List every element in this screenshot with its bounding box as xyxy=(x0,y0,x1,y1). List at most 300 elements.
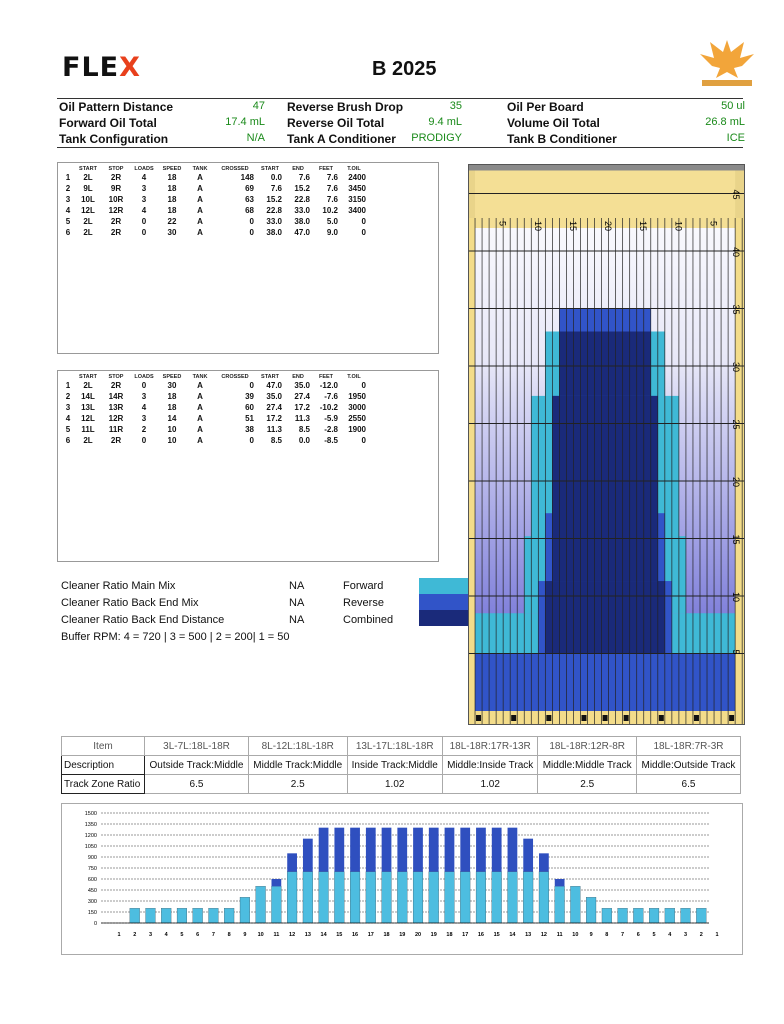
table-cell: 22.8 xyxy=(294,195,310,204)
y-tick-label: 0 xyxy=(93,921,97,927)
table-cell: 27.4 xyxy=(294,392,310,401)
table-cell: 22 xyxy=(167,217,177,226)
table-cell: -8.5 xyxy=(324,436,338,445)
table-cell: 3 xyxy=(141,195,147,204)
board-label: 5 xyxy=(708,221,719,227)
header-rule xyxy=(57,98,743,99)
table-row xyxy=(62,424,368,435)
table-row xyxy=(62,227,368,238)
param-value: 9.4 mL xyxy=(428,116,462,128)
x-tick-label: 3 xyxy=(683,932,688,938)
reverse-bar xyxy=(319,828,329,872)
distance-label: 35 xyxy=(731,304,741,315)
table-cell: 7.6 xyxy=(326,195,338,204)
reverse-bar xyxy=(350,828,360,872)
y-tick-label: 600 xyxy=(87,877,97,883)
table-cell: 63 xyxy=(245,195,254,204)
cleaner-label: Cleaner Ratio Main Mix xyxy=(61,580,176,592)
table-cell: 10 xyxy=(167,436,177,445)
param-value: ICE xyxy=(726,132,745,144)
reverse-bar xyxy=(413,828,423,872)
cleaner-label: Cleaner Ratio Back End Distance xyxy=(61,614,225,626)
table-cell: 12L xyxy=(81,414,95,423)
zone-row xyxy=(62,775,741,794)
table-cell: 47.0 xyxy=(294,228,310,237)
table-cell: 3000 xyxy=(348,403,366,412)
column-header: LOADS xyxy=(134,166,154,172)
reverse-bar xyxy=(539,853,549,871)
x-tick-label: 13 xyxy=(304,932,311,938)
column-header: STOP xyxy=(108,166,124,172)
table-cell: 4 xyxy=(141,173,147,182)
table-cell: 38.0 xyxy=(294,217,310,226)
table-cell: 10L xyxy=(81,195,95,204)
table-cell: 17.2 xyxy=(294,403,310,412)
table-cell: 3 xyxy=(141,184,147,193)
column-header: END xyxy=(292,166,304,172)
x-tick-label: 16 xyxy=(351,932,359,938)
zone-item-label: Item xyxy=(62,737,145,756)
zone-cell: 1.02 xyxy=(442,775,537,794)
table-cell: 6 xyxy=(65,436,71,445)
table-cell: 2R xyxy=(110,381,122,390)
zone-cell: 6.5 xyxy=(145,775,249,794)
table-cell: 1 xyxy=(65,381,71,390)
table-cell: 0 xyxy=(141,436,147,445)
forward-bar xyxy=(460,872,470,923)
x-tick-label: 19 xyxy=(430,932,437,938)
y-tick-label: 1500 xyxy=(84,811,97,817)
table-cell: 2L xyxy=(83,381,93,390)
param-value: 26.8 mL xyxy=(705,116,745,128)
table-cell: 14 xyxy=(167,414,177,423)
table-cell: A xyxy=(197,206,203,215)
table-cell: 5 xyxy=(65,425,71,434)
table-cell: 30 xyxy=(167,228,177,237)
x-tick-label: 17 xyxy=(367,932,374,938)
forward-bar xyxy=(193,908,203,923)
table-cell: 2R xyxy=(110,173,122,182)
param-value: 35 xyxy=(449,100,462,112)
table-cell: 2L xyxy=(83,217,93,226)
forward-bar xyxy=(319,872,329,923)
table-cell: 18 xyxy=(167,206,177,215)
pattern-title: B 2025 xyxy=(372,58,437,80)
forward-bar xyxy=(492,872,502,923)
target-arrow-icon xyxy=(546,715,551,721)
buffer-rpm: Buffer RPM: 4 = 720 | 3 = 500 | 2 = 200| 1 = 50 xyxy=(61,631,290,643)
x-tick-label: 6 xyxy=(636,932,640,938)
zone-header-row xyxy=(62,737,741,756)
forward-bar xyxy=(240,897,250,923)
param-label: Reverse Oil Total xyxy=(287,116,385,130)
column-header: SPEED xyxy=(162,166,182,172)
table-cell: 2550 xyxy=(348,414,366,423)
oil-volume-chart xyxy=(61,803,741,953)
forward-bar xyxy=(256,886,266,923)
table-cell: 7.6 xyxy=(270,184,282,193)
legend-swatch xyxy=(419,578,469,594)
forward-bar xyxy=(523,872,533,923)
x-tick-label: 2 xyxy=(699,932,703,938)
zone-column-header: 13L-17L:18L-18R xyxy=(347,737,442,756)
param-label: Reverse Brush Drop xyxy=(287,100,404,114)
x-tick-label: 14 xyxy=(320,932,327,938)
forward-bar xyxy=(602,908,612,923)
reverse-bar xyxy=(366,828,376,872)
y-tick-label: 450 xyxy=(87,888,97,894)
reverse-bar xyxy=(271,879,281,886)
table-cell: 30 xyxy=(167,381,177,390)
column-header: CROSSED xyxy=(221,374,249,380)
forward-bar xyxy=(696,908,706,923)
target-arrow-icon xyxy=(694,715,699,721)
table-row xyxy=(62,391,368,402)
distance-label: 15 xyxy=(731,534,741,545)
column-header: T.OIL xyxy=(347,166,361,172)
flex-logo: FLEX xyxy=(62,52,141,83)
table-row xyxy=(62,413,368,424)
table-cell: 3 xyxy=(141,414,147,423)
distance-label: 30 xyxy=(731,362,741,373)
legend-label: Reverse xyxy=(343,597,384,609)
column-header: STOP xyxy=(108,374,124,380)
table-cell: 3 xyxy=(65,403,71,412)
board-label: 15 xyxy=(567,221,578,232)
target-arrow-icon xyxy=(476,715,481,721)
x-tick-label: 10 xyxy=(257,932,264,938)
table-cell: 4 xyxy=(65,206,71,215)
table-cell: 68 xyxy=(245,206,254,215)
table-cell: 9L xyxy=(83,184,93,193)
forward-bar xyxy=(413,872,423,923)
zone-cell: Middle Track:Middle xyxy=(249,756,348,775)
x-tick-label: 1 xyxy=(715,932,719,938)
board-label: 10 xyxy=(532,221,543,232)
table-cell: A xyxy=(197,228,203,237)
forward-bar xyxy=(555,886,565,923)
zone-column-header: 8L-12L:18L-18R xyxy=(249,737,348,756)
reverse-bar xyxy=(555,879,565,886)
lane-head-dry xyxy=(468,171,745,232)
table-cell: 1 xyxy=(65,173,71,182)
column-header: FEET xyxy=(318,374,334,380)
forward-bar xyxy=(618,908,628,923)
param-value: 17.4 mL xyxy=(225,116,265,128)
y-tick-label: 750 xyxy=(87,866,97,872)
reverse-bar xyxy=(492,828,502,872)
table-cell: 0 xyxy=(141,217,147,226)
table-cell: 60 xyxy=(245,403,254,412)
table-cell: 15.2 xyxy=(294,184,310,193)
table-cell: -10.2 xyxy=(319,403,338,412)
x-tick-label: 7 xyxy=(621,932,625,938)
forward-bar xyxy=(649,908,659,923)
table-cell: 3150 xyxy=(348,195,366,204)
reverse-bar xyxy=(523,839,533,872)
x-tick-label: 8 xyxy=(605,932,609,938)
table-cell: 2R xyxy=(110,217,122,226)
reverse-bar xyxy=(382,828,392,872)
table-cell: A xyxy=(197,403,203,412)
x-tick-label: 2 xyxy=(133,932,137,938)
target-arrow-icon xyxy=(511,715,516,721)
table-row xyxy=(62,172,368,183)
table-cell: -5.9 xyxy=(324,414,338,423)
y-tick-label: 1200 xyxy=(84,833,97,839)
x-tick-label: 9 xyxy=(243,932,247,938)
zone-column-header: 3L-7L:18L-18R xyxy=(145,737,249,756)
board-label: 10 xyxy=(673,221,684,232)
table-cell: A xyxy=(197,381,203,390)
column-header: T.OIL xyxy=(347,374,361,380)
distance-label: 25 xyxy=(731,419,741,430)
table-cell: 2L xyxy=(83,436,93,445)
cleaner-value: NA xyxy=(289,597,305,609)
table-cell: A xyxy=(197,217,203,226)
table-cell: 11.3 xyxy=(294,414,310,423)
y-tick-label: 900 xyxy=(87,855,97,861)
table-cell: 27.4 xyxy=(266,403,282,412)
table-cell: 0 xyxy=(141,228,147,237)
x-tick-label: 6 xyxy=(196,932,200,938)
x-tick-label: 5 xyxy=(652,932,656,938)
zone-cell: Inside Track:Middle xyxy=(347,756,442,775)
target-arrow-icon xyxy=(603,715,608,721)
reverse-passes-table xyxy=(62,374,368,446)
table-cell: 18 xyxy=(167,173,177,182)
distance-label: 45 xyxy=(731,189,741,200)
table-cell: 0 xyxy=(361,217,366,226)
cleaner-value: NA xyxy=(289,580,305,592)
table-row xyxy=(62,380,368,391)
table-cell: 9.0 xyxy=(326,228,338,237)
table-cell: -2.8 xyxy=(324,425,338,434)
table-cell: 18 xyxy=(167,195,177,204)
board-label: 20 xyxy=(603,221,614,232)
forward-bar xyxy=(681,908,691,923)
forward-bar xyxy=(161,908,171,923)
table-cell: 47.0 xyxy=(266,381,282,390)
column-header: START xyxy=(261,166,279,172)
table-cell: A xyxy=(197,173,203,182)
table-cell: 10 xyxy=(167,425,177,434)
params-rule xyxy=(57,147,743,148)
y-tick-label: 1350 xyxy=(84,822,97,828)
column-header: TANK xyxy=(192,166,208,172)
legend-label: Combined xyxy=(343,614,394,626)
forward-bar xyxy=(633,908,643,923)
param-value: PRODIGY xyxy=(411,132,462,144)
column-header: FEET xyxy=(318,166,334,172)
param-value: 50 ul xyxy=(721,100,745,112)
zone-cell: 2.5 xyxy=(538,775,637,794)
table-cell: 2 xyxy=(65,184,71,193)
table-cell: 4 xyxy=(65,414,71,423)
table-row xyxy=(62,183,368,194)
table-cell: 13L xyxy=(81,403,95,412)
board-label: 15 xyxy=(638,221,649,232)
combined-oil-band xyxy=(559,332,650,396)
x-tick-label: 18 xyxy=(446,932,453,938)
table-cell: 2 xyxy=(141,425,147,434)
param-label: Tank Configuration xyxy=(59,132,169,146)
table-cell: 3400 xyxy=(348,206,366,215)
table-cell: 0.0 xyxy=(270,173,282,182)
reverse-passes-panel xyxy=(57,370,439,562)
table-cell: A xyxy=(197,195,203,204)
distance-label: 20 xyxy=(731,477,741,488)
table-cell: 3450 xyxy=(348,184,366,193)
target-arrow-icon xyxy=(581,715,586,721)
zone-column-header: 18L-18R:7R-3R xyxy=(636,737,740,756)
table-cell: 0 xyxy=(249,436,254,445)
table-cell: 5.0 xyxy=(326,217,338,226)
table-cell: A xyxy=(197,425,203,434)
reverse-bar xyxy=(476,828,486,872)
eagle-logo-icon xyxy=(696,34,758,92)
table-cell: 9R xyxy=(110,184,122,193)
table-cell: 2L xyxy=(83,228,93,237)
x-tick-label: 3 xyxy=(148,932,153,938)
track-zone-table xyxy=(61,736,741,794)
zone-cell: 2.5 xyxy=(249,775,348,794)
forward-bar xyxy=(476,872,486,923)
table-cell: 0.0 xyxy=(298,436,310,445)
table-cell: 33.0 xyxy=(294,206,310,215)
table-cell: 1900 xyxy=(348,425,366,434)
column-header: CROSSED xyxy=(221,166,249,172)
x-tick-label: 13 xyxy=(525,932,532,938)
table-cell: 35.0 xyxy=(294,381,310,390)
forward-passes-panel xyxy=(57,162,439,354)
column-header: END xyxy=(292,374,304,380)
table-cell: 4 xyxy=(141,206,147,215)
table-cell: 18 xyxy=(167,184,177,193)
forward-bar xyxy=(586,897,596,923)
table-cell: 39 xyxy=(245,392,254,401)
y-tick-label: 300 xyxy=(87,899,97,905)
table-cell: 7.6 xyxy=(298,173,310,182)
forward-bar xyxy=(334,872,344,923)
table-cell: 51 xyxy=(245,414,254,423)
column-header: START xyxy=(79,374,97,380)
table-cell: 2 xyxy=(65,392,71,401)
forward-bar xyxy=(177,908,187,923)
forward-bar xyxy=(429,872,439,923)
param-label: Forward Oil Total xyxy=(59,116,157,130)
reverse-bar xyxy=(445,828,455,872)
forward-bar xyxy=(287,872,297,923)
legend-swatch xyxy=(419,610,469,626)
table-cell: 35.0 xyxy=(266,392,282,401)
table-cell: 0 xyxy=(249,217,254,226)
table-cell: 15.2 xyxy=(266,195,282,204)
legend-label: Forward xyxy=(343,580,384,592)
table-cell: A xyxy=(197,414,203,423)
table-cell: 22.8 xyxy=(266,206,282,215)
zone-row-label: Track Zone Ratio xyxy=(62,775,145,794)
forward-bar xyxy=(382,872,392,923)
column-header: START xyxy=(261,374,279,380)
distance-label: 40 xyxy=(731,247,741,258)
table-cell: 18 xyxy=(167,403,177,412)
table-row xyxy=(62,435,368,446)
y-tick-label: 150 xyxy=(87,910,97,916)
table-cell: 38.0 xyxy=(266,228,282,237)
param-label: Oil Pattern Distance xyxy=(59,100,174,114)
x-tick-label: 9 xyxy=(589,932,593,938)
x-tick-label: 1 xyxy=(117,932,121,938)
zone-cell: Middle:Middle Track xyxy=(538,756,637,775)
table-cell: 11R xyxy=(108,425,124,434)
column-header: TANK xyxy=(192,374,208,380)
table-row xyxy=(62,402,368,413)
table-cell: 6 xyxy=(65,228,71,237)
table-cell: 13R xyxy=(108,403,124,412)
x-tick-label: 12 xyxy=(289,932,296,938)
table-cell: -12.0 xyxy=(319,381,338,390)
x-tick-label: 15 xyxy=(493,932,500,938)
zone-row-label: Description xyxy=(62,756,145,775)
table-cell: 0 xyxy=(249,228,254,237)
table-cell: 33.0 xyxy=(266,217,282,226)
table-cell: 69 xyxy=(245,184,254,193)
x-tick-label: 4 xyxy=(668,932,672,938)
table-cell: 7.6 xyxy=(326,184,338,193)
forward-bar xyxy=(570,886,580,923)
table-cell: 17.2 xyxy=(266,414,282,423)
table-cell: 0 xyxy=(361,436,366,445)
table-cell: 2L xyxy=(83,173,93,182)
param-value: 47 xyxy=(252,100,265,112)
x-tick-label: 5 xyxy=(180,932,184,938)
forward-bar xyxy=(303,872,313,923)
column-header: START xyxy=(79,166,97,172)
param-label: Tank A Conditioner xyxy=(287,132,396,146)
table-row xyxy=(62,205,368,216)
param-label: Tank B Conditioner xyxy=(507,132,617,146)
forward-bar xyxy=(146,908,156,923)
table-cell: 7.6 xyxy=(326,173,338,182)
forward-bar xyxy=(539,872,549,923)
legend-swatch xyxy=(419,594,469,610)
y-tick-label: 1050 xyxy=(84,844,97,850)
table-cell: 0 xyxy=(249,381,254,390)
x-tick-label: 10 xyxy=(572,932,579,938)
forward-bar xyxy=(665,908,675,923)
x-tick-label: 17 xyxy=(462,932,469,938)
forward-bar xyxy=(271,886,281,923)
cleaner-value: NA xyxy=(289,614,305,626)
table-cell: 12L xyxy=(81,206,95,215)
zone-cell: Middle:Inside Track xyxy=(442,756,537,775)
table-cell: 12R xyxy=(108,206,124,215)
table-cell: 8.5 xyxy=(298,425,310,434)
table-row xyxy=(62,216,368,227)
zone-cell: 1.02 xyxy=(347,775,442,794)
forward-bar xyxy=(445,872,455,923)
table-cell: 0 xyxy=(141,381,147,390)
forward-bar xyxy=(130,908,140,923)
table-cell: 2400 xyxy=(348,173,366,182)
cleaner-label: Cleaner Ratio Back End Mix xyxy=(61,597,199,609)
reverse-bar xyxy=(334,828,344,872)
zone-cell: Outside Track:Middle xyxy=(145,756,249,775)
table-cell: 14R xyxy=(108,392,124,401)
forward-passes-table xyxy=(62,166,368,238)
x-tick-label: 15 xyxy=(336,932,343,938)
